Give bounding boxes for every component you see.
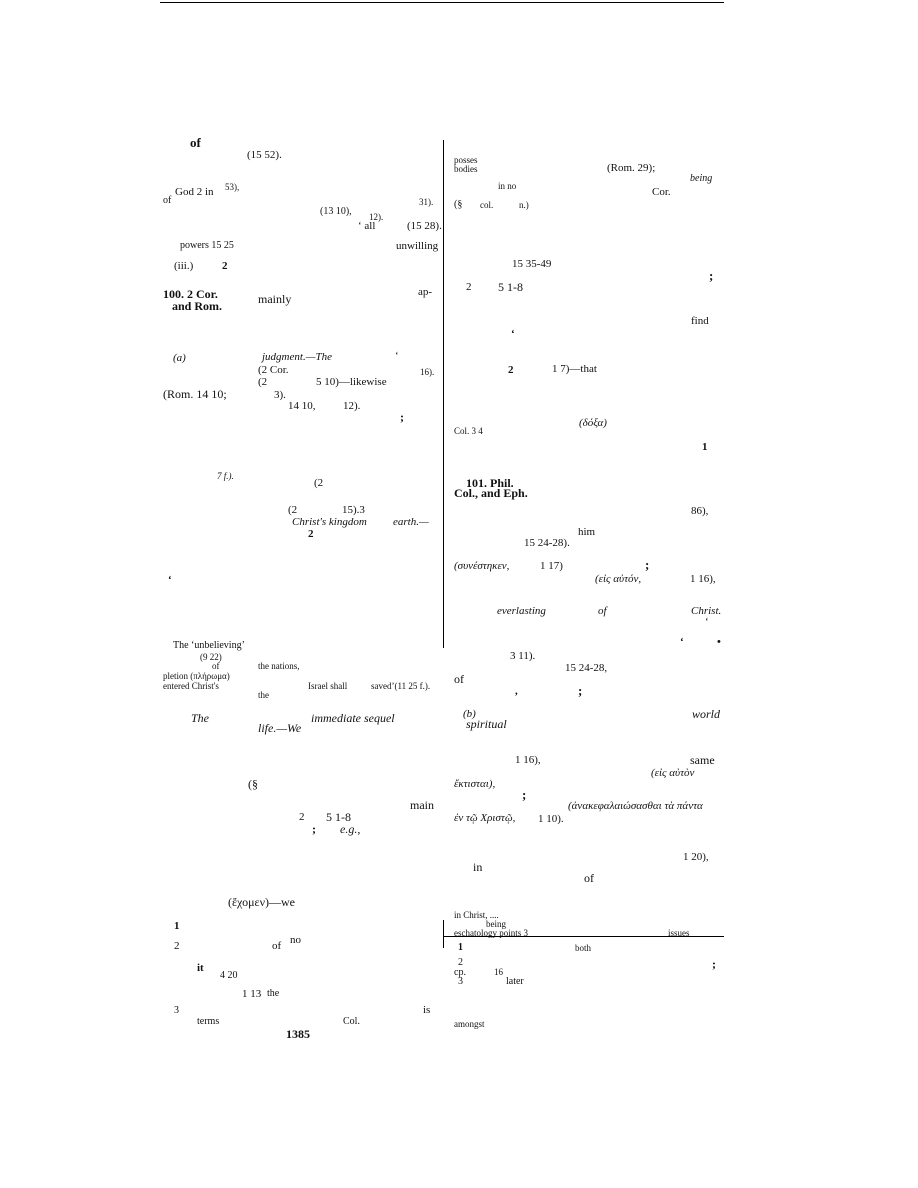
right-text-fragment: in no [498,181,517,191]
right-text-fragment: (συνέστηκεν, [454,560,510,572]
right-text-fragment: • [717,636,721,648]
right-text-fragment: being [486,919,506,929]
left-text-fragment: ‘ [168,574,172,586]
right-text-fragment: world [692,707,721,721]
left-text-fragment: of [190,135,201,150]
right-text-fragment: everlasting [497,605,546,617]
right-text-fragment: 15 24-28). [524,537,570,549]
right-text-fragment: (b) [463,708,476,720]
left-text-fragment: 1385 [286,1027,310,1041]
right-text-fragment: ‘ [680,636,684,648]
right-text-fragment: 1 [702,441,708,453]
left-text-fragment: ap- [418,286,433,298]
right-text-fragment: (ἀνακεφαλαιώσασθαι τὰ πάντα [568,800,703,812]
right-text-fragment: 1 17) [540,560,563,572]
left-text-fragment: ; [400,410,404,424]
left-text-fragment: 31). [419,197,434,207]
right-text-fragment: both [575,943,592,953]
right-text-fragment: Cor. [652,186,671,198]
left-text-fragment: ; [312,822,316,836]
right-text-fragment: 2 [458,957,463,968]
left-text-fragment: (§ [248,777,258,791]
left-text-fragment: of [163,195,172,206]
right-text-fragment: ; [709,268,714,283]
right-text-fragment: col. [480,200,494,210]
right-text-fragment: Christ. [691,605,722,617]
left-text-fragment: (ἔχομεν)—we [228,895,295,909]
left-text-fragment: 100. 2 Cor. [163,287,218,301]
right-text-fragment: ; [522,787,527,802]
right-text-fragment: 16 [494,967,503,977]
right-text-fragment: later [506,976,524,987]
left-text-fragment: (13 10), [320,206,352,217]
right-text-fragment: 15 24-28, [565,662,608,674]
left-text-fragment: it [197,962,204,974]
left-text-fragment: 12). [343,400,361,412]
right-text-fragment: him [578,526,596,538]
left-text-fragment: (a) [173,352,186,364]
right-text-fragment: 101. Phil. [466,476,514,490]
right-text-fragment: 3 [458,976,463,987]
right-text-fragment: of [454,672,464,686]
left-text-fragment: pletion (πλήρωμα) [163,671,230,681]
left-text-fragment: Israel shall [308,681,348,691]
right-text-fragment: Col. 3 4 [454,426,483,436]
left-text-fragment: 12). [369,212,384,222]
left-text-fragment: no [290,934,301,946]
right-text-fragment: eschatology points 3 [454,928,528,938]
left-text-fragment: 2 [174,940,180,952]
right-text-fragment: find [691,315,709,327]
left-text-fragment: ‘ [395,350,399,362]
right-text-fragment: amongst [454,1019,485,1029]
left-text-fragment: 5 10)—likewise [316,376,387,388]
left-text-fragment: e.g., [340,822,361,836]
left-text-fragment: is [423,1004,431,1016]
left-text-fragment: 16). [420,367,435,377]
right-text-fragment: 1 16), [690,573,716,585]
left-text-fragment: 5 1-8 [326,810,351,824]
right-text-fragment: ἔκτισται), [454,778,496,790]
left-text-fragment: of [212,661,220,671]
left-text-fragment: powers 15 25 [180,240,234,251]
right-text-fragment: cp. [454,967,466,978]
right-text-fragment: issues [668,928,690,938]
right-text-fragment: of [598,605,607,617]
right-text-fragment: ; [645,557,650,572]
right-text-fragment: 1 10). [538,813,564,825]
left-text-fragment: 2 [222,260,228,272]
left-text-fragment: (9 22) [200,652,222,662]
left-text-fragment: Christ's kingdom [292,516,367,528]
right-text-fragment: 15 35-49 [512,258,552,270]
right-text-fragment: (εἰς αὐτόν, [595,573,642,585]
left-text-fragment: unwilling [396,240,439,252]
right-text-fragment: , [515,685,518,697]
left-text-fragment: 15).3 [342,504,365,516]
right-text-fragment: 1 7)—that [552,363,597,375]
right-text-fragment: spiritual [466,717,507,731]
right-text-fragment: 1 [458,942,463,953]
left-text-fragment: immediate sequel [311,711,395,725]
right-text-fragment: being [690,173,713,184]
left-text-fragment: judgment.—The [262,351,332,363]
left-text-fragment: the [267,988,280,999]
left-text-fragment: 1 13 [242,988,262,1000]
left-text-fragment: Col. [343,1016,360,1027]
right-text-fragment: ‘ [511,328,515,340]
left-text-fragment: 4 20 [220,970,238,981]
right-text-fragment: 86), [691,505,709,517]
left-text-fragment: terms [197,1016,220,1027]
left-text-fragment: earth.— [393,516,429,528]
left-text-fragment: 14 10, [288,400,316,412]
left-text-fragment: 1 [174,920,180,932]
page-top-rule [160,2,724,3]
left-text-fragment: (2 [288,504,298,516]
left-text-fragment: (2 Cor. [258,364,289,376]
left-text-fragment: entered Christ's [163,681,219,691]
left-text-fragment: and Rom. [172,299,223,313]
left-text-fragment: (iii.) [174,260,194,272]
left-text-fragment: mainly [258,292,292,306]
right-text-fragment: ἐν τῷ Χριστῷ, [454,812,516,824]
left-text-fragment: (15 28). [407,220,442,232]
right-text-fragment: 2 [466,281,472,293]
right-text-fragment: ; [712,957,716,971]
left-text-fragment: the [258,690,269,700]
right-text-fragment: posses [454,155,478,165]
right-text-fragment: (Rom. 29); [607,162,656,174]
left-text-fragment: (2 [314,477,324,489]
left-text-fragment: 53), [225,182,240,192]
right-text-fragment: bodies [454,164,478,174]
column-divider [443,140,444,648]
right-text-fragment: of [584,871,594,885]
column-divider-lower [443,920,444,948]
right-text-fragment: Col., and Eph. [454,486,528,500]
left-text-fragment: (15 52). [247,149,282,161]
right-text-fragment: (§ [454,199,463,210]
right-text-fragment: 1 20), [683,851,709,863]
left-text-fragment: ‘ all [358,220,376,232]
left-text-fragment: 3). [274,389,286,401]
right-text-fragment: ‘ [705,616,709,628]
left-text-fragment: 2 [299,811,305,823]
left-text-fragment: of [272,940,282,952]
left-text-fragment: The [191,711,209,725]
left-text-fragment: saved’(11 25 f.). [371,681,431,691]
left-text-fragment: 2 [308,528,314,540]
left-text-fragment: The ‘unbelieving’ [173,640,245,651]
left-text-fragment: the nations, [258,661,300,671]
left-text-fragment: 3 [174,1005,179,1016]
right-text-fragment: n.) [519,200,529,210]
right-text-fragment: 2 [508,364,514,376]
right-text-fragment: 5 1-8 [498,280,523,294]
right-text-fragment: same [690,753,715,767]
left-text-fragment: main [410,798,434,812]
left-text-fragment: (2 [258,376,268,388]
right-text-fragment: (εἰς αὐτὸν [651,767,695,779]
right-text-fragment: 3 11). [510,650,536,662]
left-text-fragment: life.—We [258,721,302,735]
left-text-fragment: 7 f.). [217,471,234,481]
right-text-fragment: ; [578,683,583,698]
right-text-fragment: in Christ, .... [454,910,499,920]
right-text-fragment: 1 16), [515,754,541,766]
right-text-fragment: in [473,860,483,874]
left-text-fragment: (Rom. 14 10; [163,387,227,401]
left-text-fragment: God 2 in [175,186,214,198]
right-text-fragment: (δόξα) [579,417,607,429]
